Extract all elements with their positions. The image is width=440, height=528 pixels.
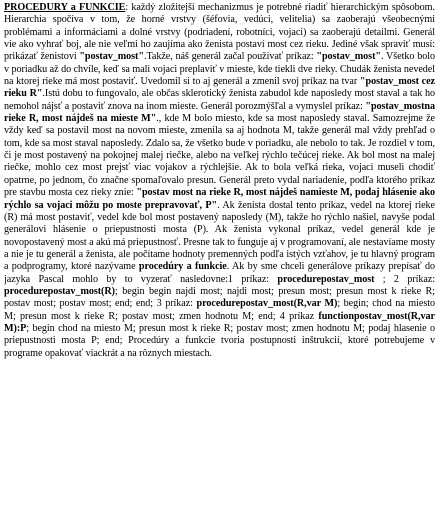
text-segment: ; begin begin najdi most; najdi most; presun most; presun most k rieke R; postav most; postav most; end; end; 3 príkaz: — [4, 285, 435, 310]
document-title: PROCEDURY a FUNKCIE — [4, 2, 126, 13]
bold-text-segment: "postav_mostna rieke R, most nájdeš na mieste M" — [4, 100, 435, 125]
text-segment: : každý zložitejší mechanizmus je potrebné riadiť hierarchickým spôsobom. Hierarchia spočíva v tom, že horné vrstvy (šéfovia, vedúci, velitelia) sa zaoberajú všeobecnými problémami a informáciami a dolné vrstvy (podriadení, robotníci, vojaci) sa zaoberajú detailmi. Generál vie ako vyhrať boj, ale nie veľmi ho zaujíma ako ženista postaví most cez rieku. Jediné však spraviť musí: prikázať ženistovi — [4, 2, 435, 63]
text-segment: .Istú dobu to fungovalo, ale občas sklerotický ženista zabudol kde naposledy most staval a tak ho nemohol nájsť a postaviť znova na inom mieste. Generál porozmýšľal a vymyslel príkaz: — [4, 88, 435, 112]
bold-text-segment: "postav_most" — [79, 51, 144, 63]
text-segment: . Všetko bolo v poriadku až do chvíle, keď sa mali vojaci preplaviť v mieste, kde tiekli dve rieky. Chudák ženista nevedel na ktorej rieke má most postaviť. Uvedomil si to aj generál a zmenil svoj príkaz na tvar — [4, 51, 435, 88]
text-segment: ; begin; chod na miesto M; presun most k rieke R; postav most; zmen hodnotu M; end; 4 príkaz — [4, 298, 435, 322]
bold-text-segment: procedurepostav_most(R,var M) — [196, 298, 338, 310]
text-segment: ; 2 príkaz: — [374, 273, 435, 285]
bold-text-segment: "postav most na rieke R, most nájdeš namieste M, podaj hlásenie ako rýchlo sa vojaci môžu po moste prepravovať, P" — [4, 187, 435, 211]
document-paragraph — [4, 2, 435, 360]
bold-text-segment: procedúry a funkcie — [138, 261, 227, 273]
text-segment: ; begin chod na miesto M; presun most k rieke R; postav most; zmen hodnotu M; podaj hlasenie o priepustnosti mosta P; end; Procedúry a funkcie tvoria postupnosti inštrukcií, ktoré potrebujeme v programe opakovať viackrát a na rôznych miestach. — [4, 322, 435, 359]
bold-text-segment: "postav_most" — [316, 51, 381, 63]
text-segment: ., kde M bolo miesto, kde sa most naposledy staval. Samozrejme že vždy keď sa postavil most na novom mieste, zmenila sa aj hodnota M, takže generál mal vždy prehľad o tom, kde sa most staval naposledy. Zdalo sa, že všetko bude v poriadku, ale nebolo to tak. Je rozdiel v tom, či je most postavený na pokojnej malej riečke, alebo na veľkej rýchlo tečúcej rieke. Ak bol most na malej riečke, mohlo cez most prejsť viac vojakov a rýchlejšie. Ak to bola veľká rieka, vojaci museli chodiť opatrne, po jednom, čo značne spomaľovalo presun. Generál preto vydal nariadenie, podľa ktorého príkaz pre stavbu mosta cez rieky znie: — [4, 113, 435, 199]
bold-text-segment: procedurepostav_most — [277, 273, 375, 285]
bold-text-segment: functionpostav_most(R,var M):P — [4, 310, 435, 334]
bold-text-segment: "postav_most cez rieku R" — [4, 76, 435, 100]
text-segment: .Takže, náš generál začal používať príkaz: — [143, 51, 317, 63]
text-segment: . Ak ženista dostal tento príkaz, vedel na ktorej rieke (R) má most postaviť, vedel kde bol most postavený naposledy (M), takže ho rýchlo našiel, navyše podal generálovi hlásenie o priepustnosti mosta (P). Ak ženista vykonal príkaz, vedel generál kde je novopostavený most a akú má priepustnosť. Presne tak to funguje aj v programovaní, ale nestavíame mosty a nie je tu generál a ženista, ale počítame hodnoty premenných podľa istých vzťahov, je tu hlavný program a podprogramy, ktoré nazývame — [4, 199, 435, 273]
document-page — [4, 2, 435, 526]
bold-text-segment: procedurepostav_most(R) — [4, 285, 115, 297]
text-segment: . Ak by sme chceli generálove príkazy prepísať do jazyka Pascal mohlo by to vyzerať nasledovne:1 príkaz: — [4, 261, 435, 285]
